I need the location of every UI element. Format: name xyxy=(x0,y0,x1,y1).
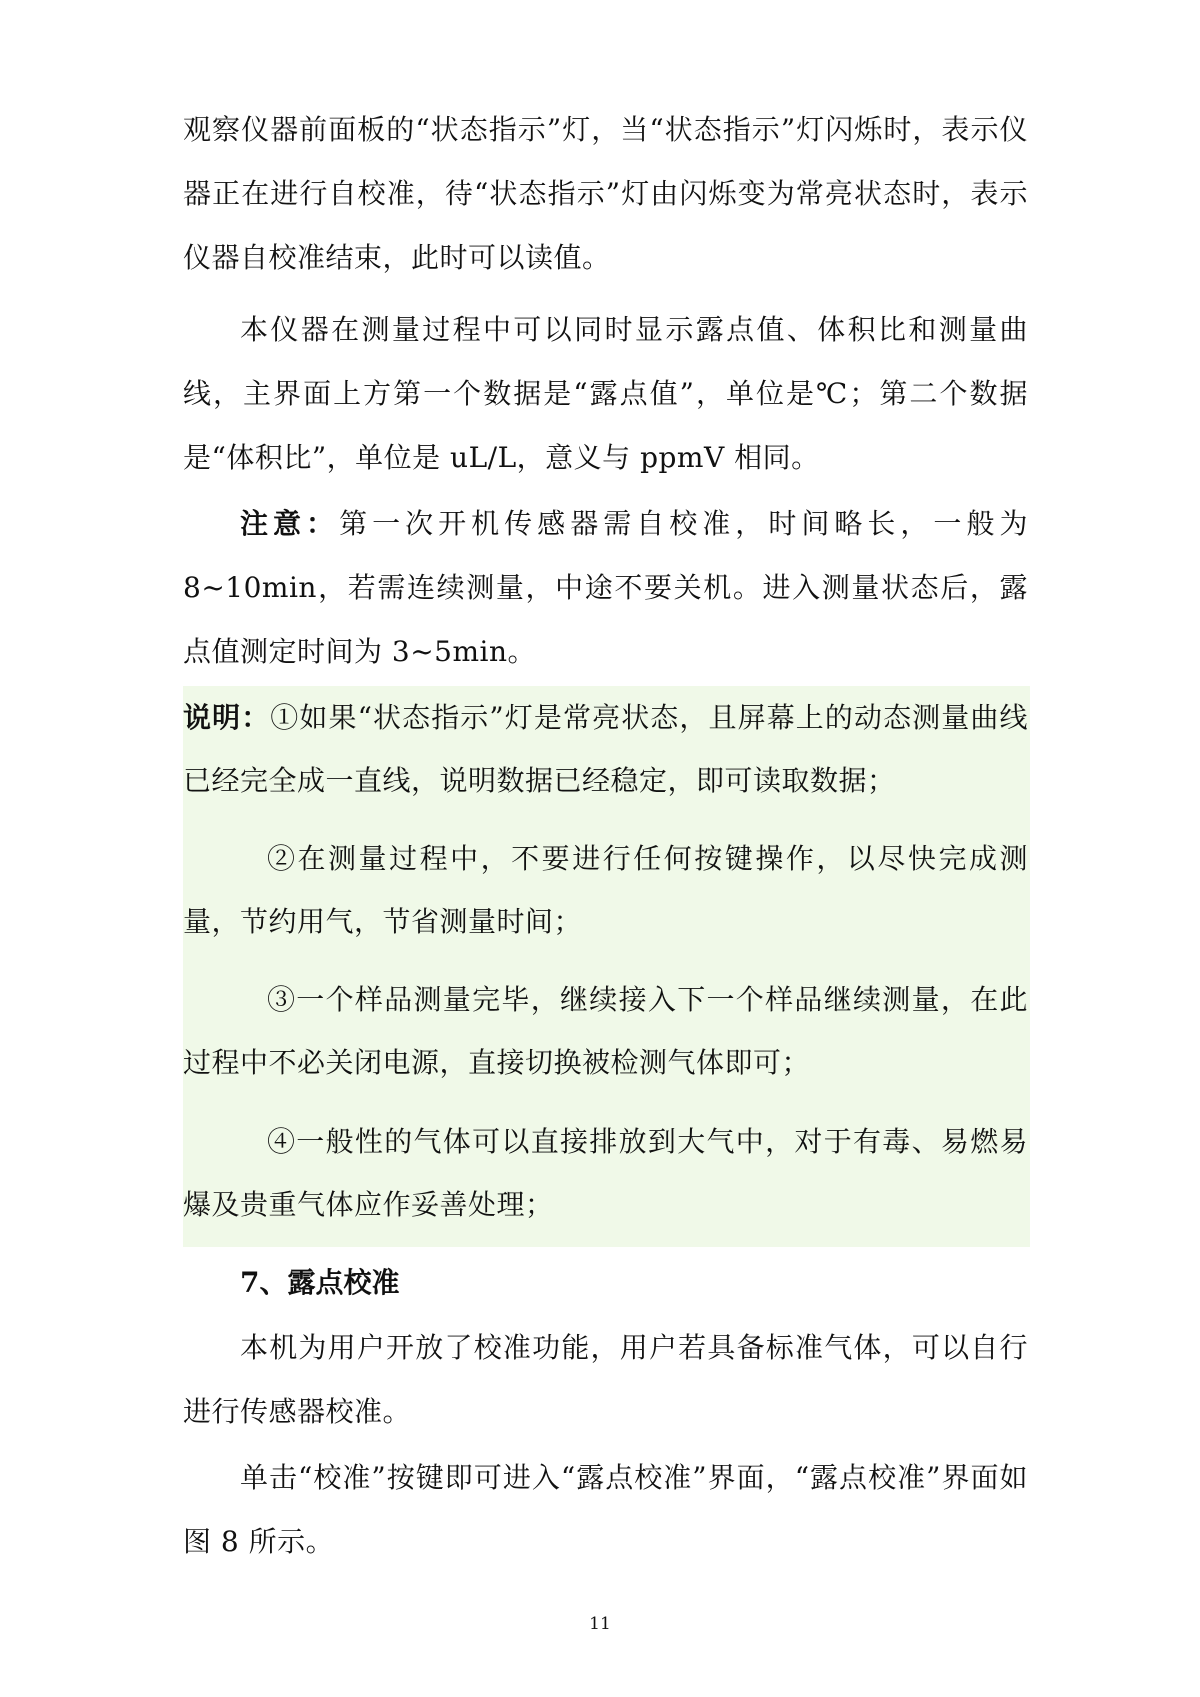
paragraph-calibration-intro: 本机为用户开放了校准功能，用户若具备标准气体，可以自行进行传感器校准。 xyxy=(183,1331,1028,1428)
note-item-1-text: ①如果“状态指示”灯是常亮状态，且屏幕上的动态测量曲线已经完全成一直线，说明数据已经稳定，即可读取数据； xyxy=(183,701,1028,797)
section-heading: 7、露点校准 xyxy=(240,1266,400,1299)
note-item-4: ④一般性的气体可以直接排放到大气中，对于有毒、易燃易爆及贵重气体应作妥善处理； xyxy=(183,1125,1028,1221)
paragraph-calibration-steps: 单击“校准”按键即可进入“露点校准”界面，“露点校准”界面如图 8 所示。 xyxy=(183,1461,1028,1558)
note-item-2: ②在测量过程中，不要进行任何按键操作，以尽快完成测量，节约用气，节省测量时间； xyxy=(183,842,1028,938)
attention-label: 注意： xyxy=(240,507,340,540)
paragraph-attention xyxy=(183,492,1028,684)
note-item-3: ③一个样品测量完毕，继续接入下一个样品继续测量，在此过程中不必关闭电源，直接切换被检测气体即可； xyxy=(183,983,1028,1079)
note-label: 说明： xyxy=(183,701,271,734)
page-number: 11 xyxy=(589,1614,611,1634)
note-item-1 xyxy=(183,686,1028,812)
attention-text: 第一次开机传感器需自校准，时间略长，一般为 8~10min，若需连续测量，中途不要关机。进入测量状态后，露点值测定时间为 3~5min。 xyxy=(183,507,1028,668)
paragraph-self-calibration: 观察仪器前面板的“状态指示”灯，当“状态指示”灯闪烁时，表示仪器正在进行自校准，待“状态指示”灯由闪烁变为常亮状态时，表示仪器自校准结束，此时可以读值。 xyxy=(183,113,1028,274)
paragraph-display-values: 本仪器在测量过程中可以同时显示露点值、体积比和测量曲线，主界面上方第一个数据是“露点值”，单位是℃；第二个数据是“体积比”，单位是 uL/L，意义与 ppmV 相同。 xyxy=(183,313,1028,474)
